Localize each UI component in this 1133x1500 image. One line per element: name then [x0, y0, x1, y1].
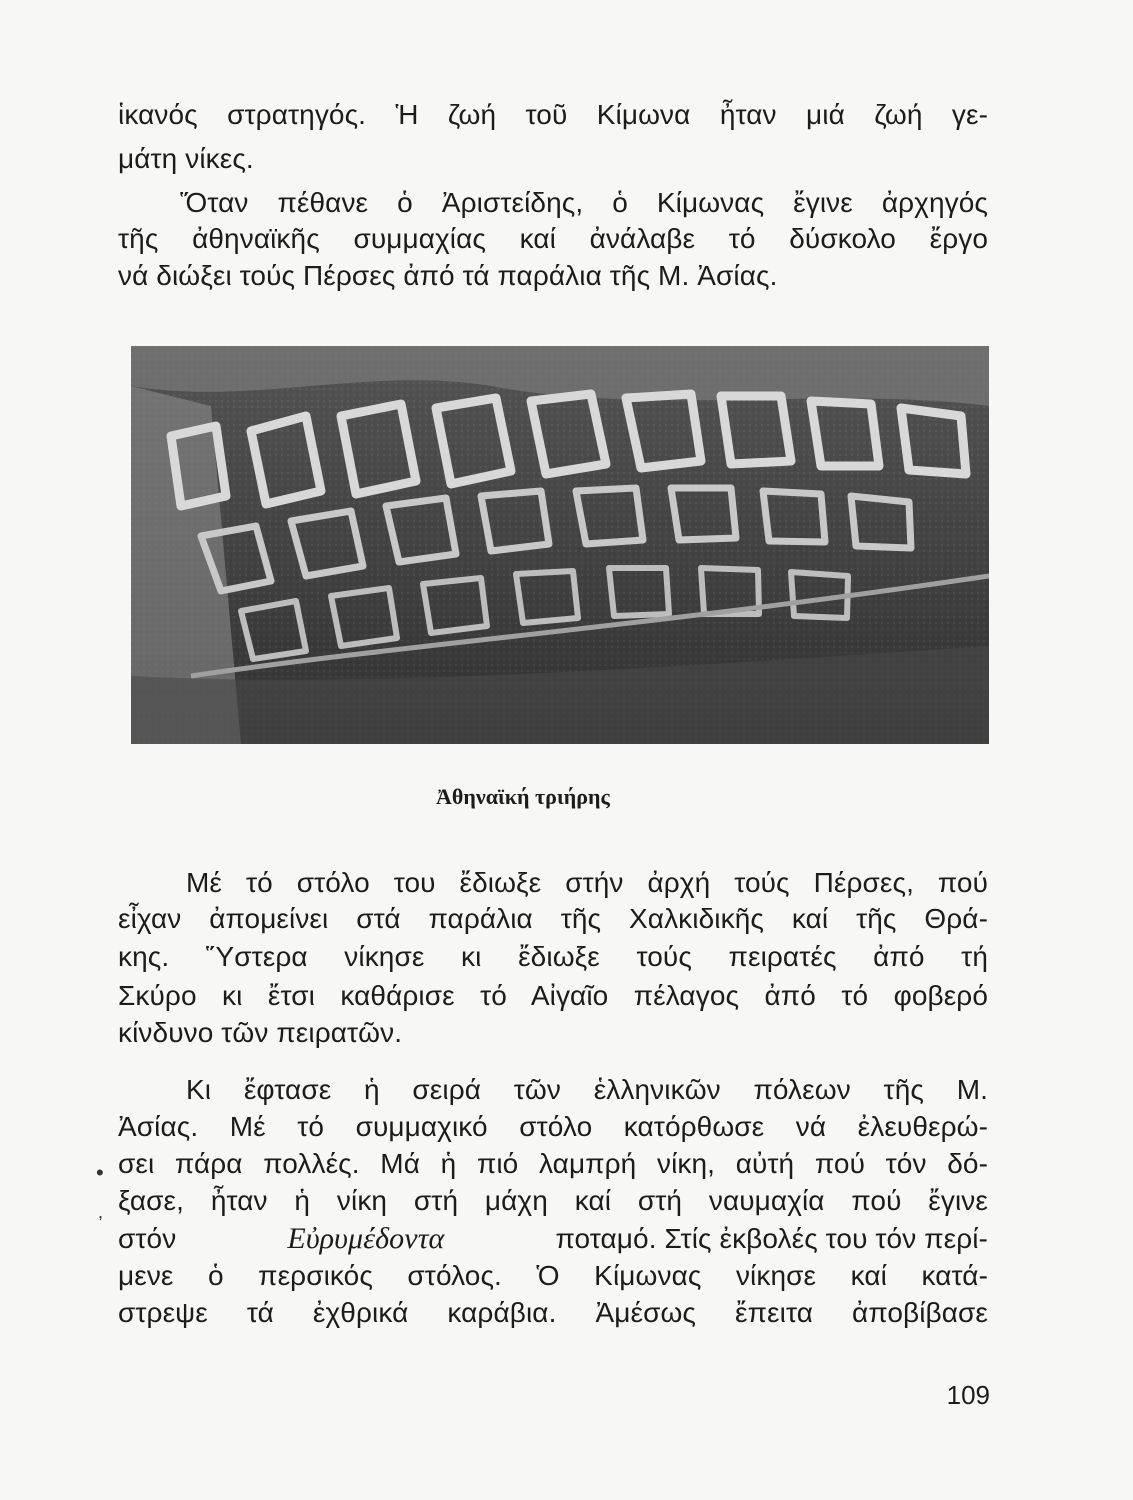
paragraph-1-line-1: ἱκανός στρατηγός. Ἡ ζωή τοῦ Κίμωνα ἦταν μιά ζωή γε-	[118, 99, 988, 130]
paragraph-4-line-2: Ἀσίας. Μέ τό συμμαχικό στόλο κατόρθωσε νά ἐλευθερώ-	[118, 1111, 988, 1142]
paragraph-4-line-5	[118, 1222, 988, 1256]
paragraph-3-line-2: εἶχαν ἀπομείνει στά παράλια τῆς Χαλκιδικῆς καί τῆς Θρά-	[118, 903, 988, 934]
margin-comma: ,	[98, 1202, 104, 1222]
paragraph-4-line-4: ξασε, ἦταν ἡ νίκη στή μάχη καί στή ναυμαχία πού ἔγινε	[118, 1185, 988, 1216]
paragraph-2-line-2: τῆς ἀθηναϊκῆς συμμαχίας καί ἀνάλαβε τό δύσκολο ἔργο	[118, 223, 988, 254]
paragraph-2-line-3: νά διώξει τούς Πέρσες ἀπό τά παράλια τῆς Μ. Ἀσίας.	[118, 260, 778, 291]
river-name-italic: Εὐρυμέδοντα	[287, 1222, 445, 1255]
paragraph-4-line-5-pre: στόν	[118, 1223, 177, 1254]
paragraph-1-line-2: μάτη νίκες.	[118, 143, 254, 174]
paragraph-3-line-3: κης. Ὕστερα νίκησε κι ἔδιωξε τούς πειρατές ἀπό τή	[118, 941, 988, 972]
trireme-relief-photo	[131, 346, 989, 744]
paragraph-3-line-1: Μέ τό στόλο του ἔδιωξε στήν ἀρχή τούς Πέρσες, πού	[186, 867, 988, 898]
paragraph-2-line-1: Ὅταν πέθανε ὁ Ἀριστείδης, ὁ Κίμωνας ἔγινε ἀρχηγός	[180, 187, 988, 218]
page-number: 109	[946, 1380, 990, 1410]
paragraph-4-line-5-post: ποταμό. Στίς ἐκβολές του τόν περί-	[555, 1223, 988, 1254]
paragraph-4-line-7: στρεψε τά ἐχθρικά καράβια. Ἀμέσως ἔπειτα ἀποβίβασε	[118, 1297, 988, 1328]
paragraph-4-line-1: Κι ἔφτασε ἡ σειρά τῶν ἑλληνικῶν πόλεων τῆς Μ.	[186, 1074, 988, 1105]
paragraph-3-line-4: Σκύρο κι ἔτσι καθάρισε τό Αἰγαῖο πέλαγος ἀπό τό φοβερό	[118, 980, 988, 1011]
margin-dot: •	[96, 1160, 104, 1185]
paragraph-3-line-5: κίνδυνο τῶν πειρατῶν.	[118, 1017, 403, 1048]
paragraph-4-line-6: μενε ὁ περσικός στόλος. Ὁ Κίμωνας νίκησε καί κατά-	[118, 1260, 988, 1291]
paragraph-4-line-3: σει πάρα πολλές. Μά ἡ πιό λαμπρή νίκη, αὐτή πού τόν δό-	[118, 1148, 988, 1179]
figure-caption: Ἀθηναϊκή τριήρης	[436, 784, 610, 809]
